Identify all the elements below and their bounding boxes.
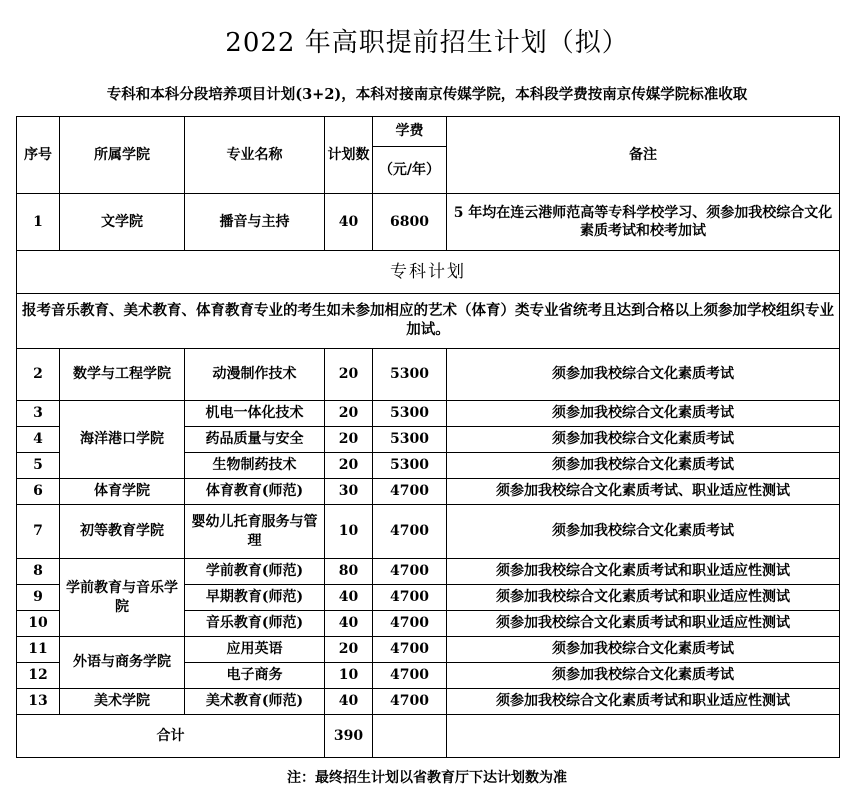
note-cell: 须参加我校综合文化素质考试 [447,453,840,479]
note-cell: 须参加我校综合文化素质考试和职业适应性测试 [447,611,840,637]
college-cell: 体育学院 [60,479,185,505]
seq-cell: 11 [17,637,60,663]
major-cell: 美术教育(师范) [185,689,325,715]
college-cell: 美术学院 [60,689,185,715]
note-cell: 须参加我校综合文化素质考试和职业适应性测试 [447,559,840,585]
header-note: 备注 [447,117,840,194]
college-cell: 外语与商务学院 [60,637,185,689]
notice-row [17,294,840,349]
table-row [17,637,840,663]
plan-cell: 20 [325,401,373,427]
plan-cell: 80 [325,559,373,585]
note-cell: 须参加我校综合文化素质考试 [447,505,840,559]
tuition-cell: 5300 [373,349,447,401]
tuition-cell: 4700 [373,585,447,611]
seq-cell: 5 [17,453,60,479]
major-cell: 应用英语 [185,637,325,663]
page-title: 2022 年高职提前招生计划（拟） [225,28,629,58]
tuition-cell: 4700 [373,663,447,689]
plan-cell: 40 [325,689,373,715]
table-row [17,505,840,559]
tuition-cell: 5300 [373,453,447,479]
table-row [17,349,840,401]
seq-cell: 13 [17,689,60,715]
major-cell: 电子商务 [185,663,325,689]
tuition-cell: 4700 [373,559,447,585]
major-cell: 生物制药技术 [185,453,325,479]
footer-note: 注：最终招生计划以省教育厅下达计划数为准 [287,770,567,786]
college-cell: 文学院 [60,194,185,251]
seq-cell: 3 [17,401,60,427]
major-cell: 音乐教育(师范) [185,611,325,637]
tuition-cell: 4700 [373,637,447,663]
major-cell: 学前教育(师范) [185,559,325,585]
plan-cell: 20 [325,453,373,479]
major-cell: 机电一体化技术 [185,401,325,427]
seq-cell: 7 [17,505,60,559]
plan-cell: 10 [325,505,373,559]
college-cell: 学前教育与音乐学院 [60,559,185,637]
college-cell: 海洋港口学院 [60,401,185,479]
college-cell: 初等教育学院 [60,505,185,559]
major-cell: 早期教育(师范) [185,585,325,611]
page-subtitle: 专科和本科分段培养项目计划(3+2)，本科对接南京传媒学院，本科段学费按南京传媒学院标准收取 [106,86,748,103]
tuition-cell: 5300 [373,401,447,427]
header-college: 所属学院 [60,117,185,194]
major-cell: 播音与主持 [185,194,325,251]
table-row [17,401,840,427]
header-seq: 序号 [17,117,60,194]
seq-cell: 10 [17,611,60,637]
note-cell: 须参加我校综合文化素质考试 [447,401,840,427]
seq-cell: 9 [17,585,60,611]
note-cell: 须参加我校综合文化素质考试 [447,637,840,663]
note-cell: 须参加我校综合文化素质考试和职业适应性测试 [447,585,840,611]
plan-cell: 10 [325,663,373,689]
enrollment-plan-table [16,116,840,758]
tuition-cell: 4700 [373,505,447,559]
note-cell: 须参加我校综合文化素质考试、职业适应性测试 [447,479,840,505]
tuition-cell: 4700 [373,611,447,637]
total-row [17,715,840,758]
table-row [17,559,840,585]
total-tuition-empty [373,715,447,758]
section-notice: 报考音乐教育、美术教育、体育教育专业的考生如未参加相应的艺术（体育）类专业省统考且达到合格以上须参加学校组织专业加试。 [17,294,840,349]
plan-cell: 20 [325,637,373,663]
plan-cell: 20 [325,349,373,401]
plan-cell: 40 [325,194,373,251]
seq-cell: 6 [17,479,60,505]
total-label: 合计 [17,715,325,758]
tuition-cell: 4700 [373,689,447,715]
seq-cell: 4 [17,427,60,453]
table-row [17,194,840,251]
section-title: 专科计划 [17,251,840,294]
header-tuition: 学费 [373,117,447,147]
note-cell: 须参加我校综合文化素质考试 [447,427,840,453]
tuition-cell: 4700 [373,479,447,505]
seq-cell: 2 [17,349,60,401]
table-row [17,479,840,505]
major-cell: 动漫制作技术 [185,349,325,401]
total-note-empty [447,715,840,758]
college-cell: 数学与工程学院 [60,349,185,401]
note-cell: 须参加我校综合文化素质考试 [447,663,840,689]
major-cell: 药品质量与安全 [185,427,325,453]
section-row [17,251,840,294]
plan-cell: 40 [325,585,373,611]
note-cell: 须参加我校综合文化素质考试 [447,349,840,401]
total-plan: 390 [325,715,373,758]
header-tuition-unit: （元/年） [373,147,447,194]
header-major: 专业名称 [185,117,325,194]
major-cell: 体育教育(师范) [185,479,325,505]
seq-cell: 8 [17,559,60,585]
tuition-cell: 5300 [373,427,447,453]
seq-cell: 12 [17,663,60,689]
plan-cell: 30 [325,479,373,505]
note-cell: 须参加我校综合文化素质考试和职业适应性测试 [447,689,840,715]
header-plan: 计划数 [325,117,373,194]
table-row [17,689,840,715]
seq-cell: 1 [17,194,60,251]
tuition-cell: 6800 [373,194,447,251]
major-cell: 婴幼儿托育服务与管理 [185,505,325,559]
plan-cell: 40 [325,611,373,637]
note-cell: 5 年均在连云港师范高等专科学校学习、须参加我校综合文化素质考试和校考加试 [447,194,840,251]
plan-cell: 20 [325,427,373,453]
header-row [17,117,840,147]
